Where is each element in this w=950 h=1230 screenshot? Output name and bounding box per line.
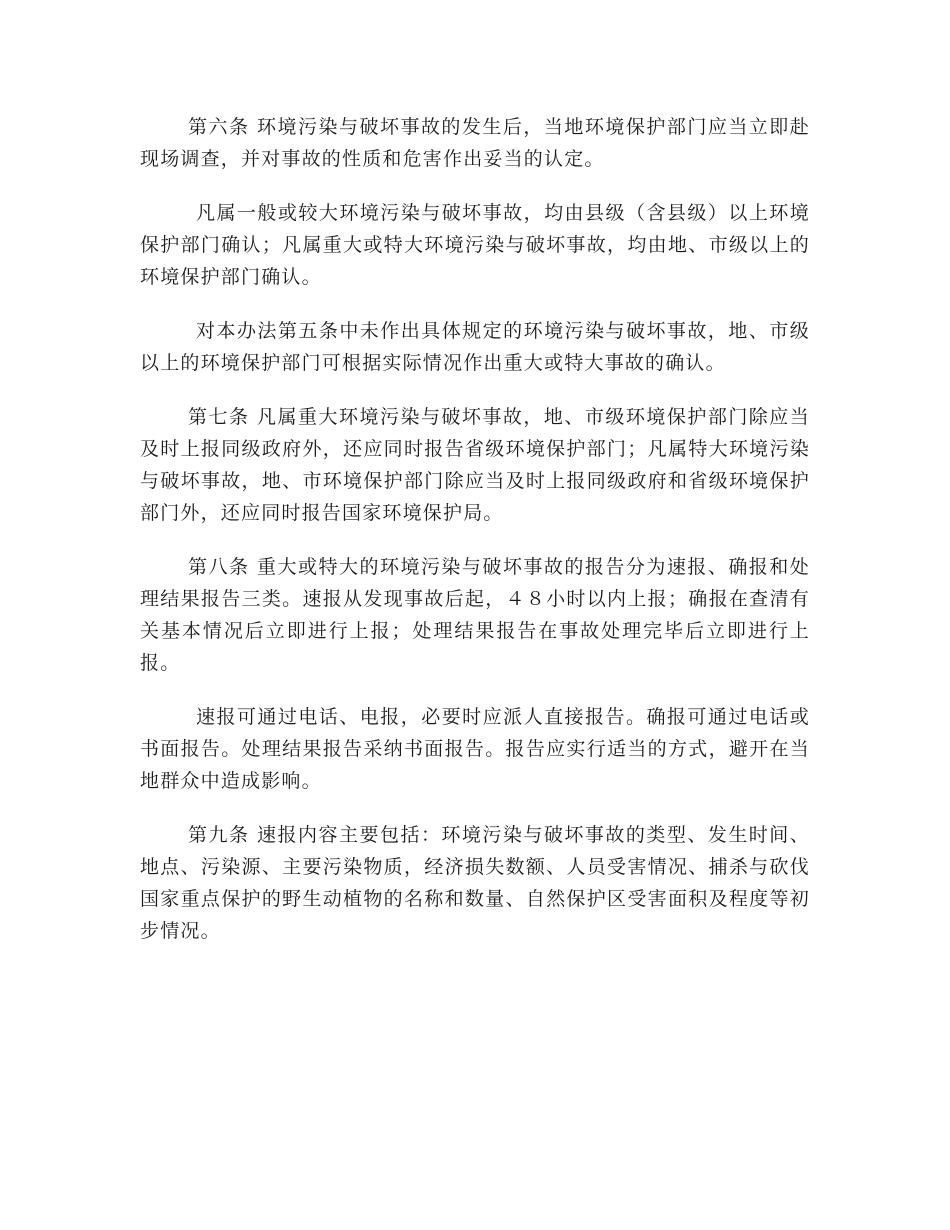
paragraph-article-7: 第七条 凡属重大环境污染与破坏事故，地、市级环境保护部门除应当及时上报同级政府外，还应同时报告省级环境保护部门；凡属特大环境污染与破坏事故，地、市环境保护部门除应当及时上报同级政府和省级环境保护部门外，还应同时报告国家环境保护局。 — [140, 406, 810, 524]
document-body — [140, 111, 810, 969]
paragraph-article-6: 第六条 环境污染与破坏事故的发生后，当地环境保护部门应当立即赴现场调查，并对事故的性质和危害作出妥当的认定。 — [140, 116, 810, 170]
paragraph-confirmation-levels: 凡属一般或较大环境污染与破坏事故，均由县级（含县级）以上环境保护部门确认；凡属重大或特大环境污染与破坏事故，均由地、市级以上的环境保护部门确认。 — [140, 202, 810, 288]
paragraph-unspecified-accidents: 对本办法第五条中未作出具体规定的环境污染与破坏事故，地、市级以上的环境保护部门可根据实际情况作出重大或特大事故的确认。 — [140, 320, 810, 374]
paragraph-article-9: 第九条 速报内容主要包括：环境污染与破坏事故的类型、发生时间、地点、污染源、主要污染物质，经济损失数额、人员受害情况、捕杀与砍伐国家重点保护的野生动植物的名称和数量、自然保护区受害面积及程度等初步情况。 — [140, 824, 810, 942]
paragraph-article-8: 第八条 重大或特大的环境污染与破坏事故的报告分为速报、确报和处理结果报告三类。速报从发现事故后起，４８小时以内上报；确报在查清有关基本情况后立即进行上报；处理结果报告在事故处理完毕后立即进行上报。 — [140, 556, 810, 674]
paragraph-report-methods: 速报可通过电话、电报，必要时应派人直接报告。确报可通过电话或书面报告。处理结果报告采纳书面报告。报告应实行适当的方式，避开在当地群众中造成影响。 — [140, 706, 810, 792]
